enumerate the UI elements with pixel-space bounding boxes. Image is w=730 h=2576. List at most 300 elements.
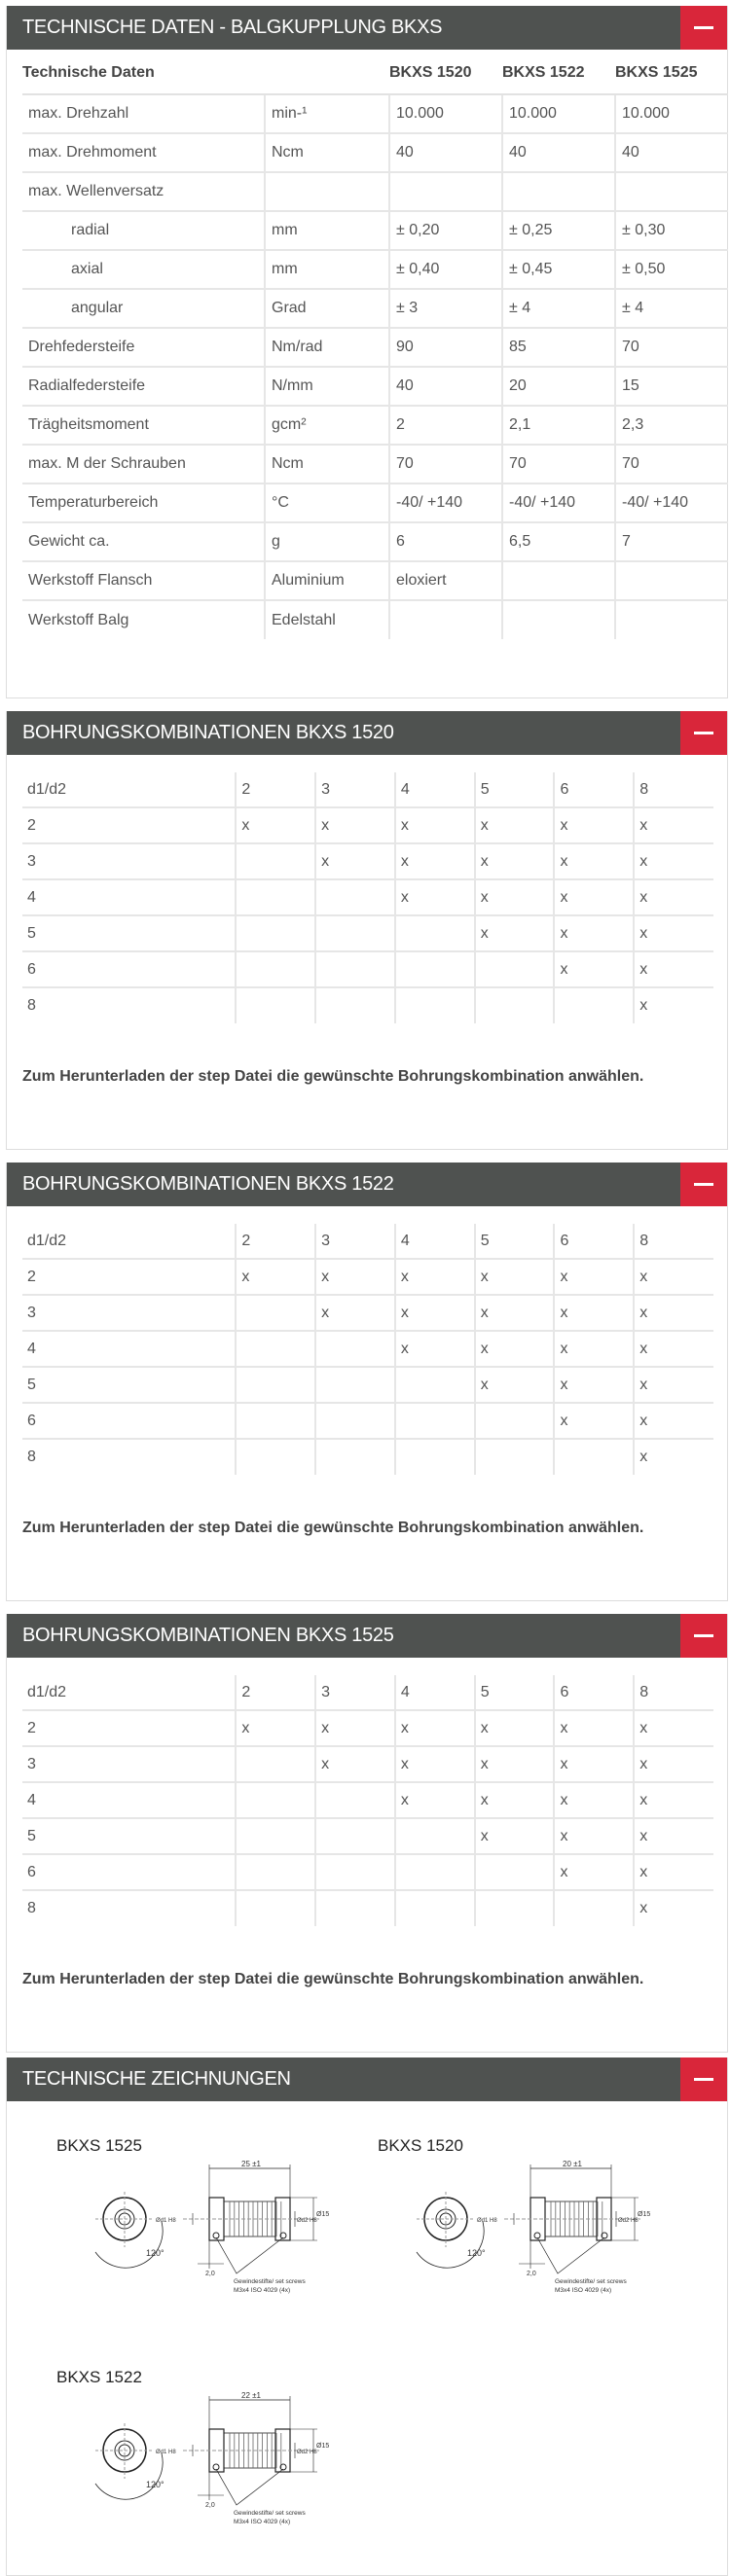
row-value: 6,5 xyxy=(502,522,615,561)
bore-cell[interactable]: x xyxy=(634,879,713,915)
row-label: 4 xyxy=(22,1782,236,1818)
screw-spec: M3x4 ISO 4029 (4x) xyxy=(234,2287,291,2294)
bore-cell xyxy=(395,1890,475,1926)
bore-cell[interactable]: x xyxy=(554,879,634,915)
column-header: 3 xyxy=(315,1675,395,1710)
bore-cell[interactable]: x xyxy=(554,1331,634,1367)
bore-cell[interactable]: x xyxy=(554,1403,634,1439)
table-row xyxy=(22,522,728,561)
bore-cell[interactable]: x xyxy=(475,1367,555,1403)
length-dimension: 22 ±1 xyxy=(241,2391,261,2400)
row-value xyxy=(502,561,615,600)
column-header: 8 xyxy=(634,772,713,807)
column-header xyxy=(265,64,389,94)
row-label: max. Drehzahl xyxy=(22,94,265,133)
row-label: axial xyxy=(22,250,265,289)
row-label: 6 xyxy=(22,1403,236,1439)
bore-cell xyxy=(236,987,315,1023)
row-label: 8 xyxy=(27,1900,36,1916)
row-value: 7 xyxy=(615,522,728,561)
column-header: 3 xyxy=(315,1224,395,1259)
bore-cell[interactable]: x xyxy=(634,1295,713,1331)
column-header: 5 xyxy=(475,1224,555,1259)
table-row xyxy=(22,1403,713,1439)
column-header: 8 xyxy=(634,1675,713,1710)
row-value: ± 0,20 xyxy=(389,211,502,250)
bore-cell xyxy=(315,915,395,951)
panel-header[interactable] xyxy=(7,2057,727,2101)
bore-cell[interactable]: x xyxy=(634,987,713,1023)
row-label: 2 xyxy=(22,807,236,843)
row-label: Radialfedersteife xyxy=(22,367,265,406)
d1-dimension: Ød1 H8 xyxy=(156,2450,176,2455)
bore-cell[interactable]: x xyxy=(554,915,634,951)
table-row xyxy=(22,367,728,406)
bore-cell[interactable]: x xyxy=(315,1746,395,1782)
bore-cell[interactable]: x xyxy=(554,807,634,843)
column-header: 6 xyxy=(554,772,634,807)
row-value xyxy=(389,600,502,639)
column-header: BKXS 1525 xyxy=(615,64,728,94)
row-value: 40 xyxy=(615,133,728,172)
column-header: Technische Daten xyxy=(22,64,265,94)
bore-cell xyxy=(315,1403,395,1439)
row-value: 40 xyxy=(502,133,615,172)
row-value: 40 xyxy=(389,367,502,406)
bore-cell xyxy=(236,1367,315,1403)
bore-cell[interactable]: x xyxy=(554,1295,634,1331)
bore-cell[interactable]: x xyxy=(634,1259,713,1295)
panel-title: TECHNISCHE ZEICHNUNGEN xyxy=(22,2068,291,2090)
row-label: max. Drehmoment xyxy=(22,133,265,172)
bore-cell[interactable]: x xyxy=(395,1259,475,1295)
row-value: 70 xyxy=(502,445,615,483)
row-unit: Edelstahl xyxy=(265,600,389,639)
row-value: 2,3 xyxy=(615,406,728,445)
bore-cell[interactable]: x xyxy=(395,1295,475,1331)
table-row xyxy=(22,807,713,843)
row-value xyxy=(502,600,615,639)
bore-cell[interactable]: x xyxy=(395,1782,475,1818)
bore-cell xyxy=(315,1890,395,1926)
bore-cell[interactable]: x xyxy=(634,1367,713,1403)
row-label: 5 xyxy=(22,1818,236,1854)
row-unit: Nm/rad xyxy=(265,328,389,367)
panel-header[interactable] xyxy=(7,711,727,755)
bore-cell xyxy=(236,1818,315,1854)
collapse-minus-icon[interactable] xyxy=(680,711,727,755)
column-header: 2 xyxy=(236,1675,315,1710)
angle-label: 120° xyxy=(467,2248,486,2258)
bore-cell[interactable]: x xyxy=(395,1710,475,1746)
bore-cell[interactable]: x xyxy=(395,843,475,879)
table-row xyxy=(22,1854,713,1890)
column-header: 6 xyxy=(554,1224,634,1259)
row-label: 6 xyxy=(22,1854,236,1890)
bore-cell[interactable]: x xyxy=(315,1295,395,1331)
table-row xyxy=(22,483,728,522)
bore-cell xyxy=(236,915,315,951)
row-value: 90 xyxy=(389,328,502,367)
table-row xyxy=(22,843,713,879)
row-value: ± 0,45 xyxy=(502,250,615,289)
bore-combination-table xyxy=(22,772,713,1023)
table-row xyxy=(22,289,728,328)
table-row xyxy=(22,561,728,600)
row-label: 6 xyxy=(22,951,236,987)
bore-cell xyxy=(236,1854,315,1890)
bore-cell[interactable]: x xyxy=(634,1710,713,1746)
row-value: ± 0,30 xyxy=(615,211,728,250)
row-value: -40/ +140 xyxy=(615,483,728,522)
outer-diameter: Ø15 xyxy=(316,2211,330,2218)
download-note: Zum Herunterladen der step Datei die gewünschte Bohrungskombination anwählen. xyxy=(22,1520,644,1536)
panel-title: TECHNISCHE DATEN - BALGKUPPLUNG BKXS xyxy=(22,17,443,38)
bore-cell[interactable]: x xyxy=(554,1710,634,1746)
bore-cell xyxy=(475,1854,555,1890)
table-row xyxy=(22,1710,713,1746)
bore-cell[interactable]: x xyxy=(475,1710,555,1746)
bore-cell xyxy=(554,1439,634,1475)
table-row xyxy=(22,94,728,133)
screw-spec: M3x4 ISO 4029 (4x) xyxy=(555,2287,612,2294)
table-row xyxy=(22,1746,713,1782)
table-row xyxy=(22,1782,713,1818)
bore-cell xyxy=(315,1854,395,1890)
bore-cell xyxy=(315,1818,395,1854)
row-value: 10.000 xyxy=(615,94,728,133)
outer-diameter: Ø15 xyxy=(316,2443,330,2450)
row-label: max. Wellenversatz xyxy=(22,172,265,211)
column-header: 8 xyxy=(634,1224,713,1259)
table-row xyxy=(22,211,728,250)
panel-title: BOHRUNGSKOMBINATIONEN BKXS 1525 xyxy=(22,1625,394,1646)
screw-spec: M3x4 ISO 4029 (4x) xyxy=(234,2519,291,2525)
bore-cell xyxy=(395,987,475,1023)
bore-cell xyxy=(395,1854,475,1890)
bore-cell xyxy=(395,1367,475,1403)
row-label: Drehfedersteife xyxy=(22,328,265,367)
table-row xyxy=(22,172,728,211)
bore-cell[interactable]: x xyxy=(554,1259,634,1295)
screw-label: Gewindestifte/ set screws xyxy=(234,2278,306,2285)
column-header: 2 xyxy=(236,1224,315,1259)
d1-dimension: Ød1 H8 xyxy=(156,2218,176,2224)
bore-cell[interactable]: x xyxy=(395,1746,475,1782)
row-label: max. M der Schrauben xyxy=(22,445,265,483)
panel-bohrungskombinationen xyxy=(6,1163,728,1601)
bore-cell xyxy=(315,951,395,987)
bore-cell xyxy=(395,915,475,951)
row-value: 6 xyxy=(389,522,502,561)
bore-cell[interactable]: x xyxy=(554,1854,634,1890)
row-value: 2,1 xyxy=(502,406,615,445)
bore-cell[interactable]: x xyxy=(475,1331,555,1367)
collapse-minus-icon[interactable] xyxy=(680,1614,727,1658)
table-row xyxy=(22,1295,713,1331)
bore-cell[interactable]: x xyxy=(554,1367,634,1403)
bore-combination-table xyxy=(22,1675,713,1926)
bore-cell[interactable]: x xyxy=(554,951,634,987)
collapse-minus-icon[interactable] xyxy=(680,6,727,50)
column-header: 4 xyxy=(395,1224,475,1259)
bore-cell xyxy=(236,843,315,879)
bore-cell xyxy=(236,1890,315,1926)
column-header: d1/d2 xyxy=(22,772,236,807)
bore-cell[interactable]: x xyxy=(236,1259,315,1295)
bore-cell[interactable]: x xyxy=(554,1746,634,1782)
row-unit: Grad xyxy=(265,289,389,328)
bore-cell xyxy=(315,1782,395,1818)
row-label: Trägheitsmoment xyxy=(22,406,265,445)
bore-cell xyxy=(554,987,634,1023)
column-header: 6 xyxy=(554,1675,634,1710)
bore-cell xyxy=(236,1331,315,1367)
bore-cell xyxy=(236,1295,315,1331)
bore-cell[interactable]: x xyxy=(634,1403,713,1439)
row-value: -40/ +140 xyxy=(389,483,502,522)
row-value: ± 4 xyxy=(502,289,615,328)
row-unit: Ncm xyxy=(265,445,389,483)
angle-label: 120° xyxy=(146,2248,164,2258)
length-dimension: 25 ±1 xyxy=(241,2160,261,2168)
bore-cell[interactable]: x xyxy=(634,807,713,843)
bore-cell[interactable]: x xyxy=(634,1854,713,1890)
row-label: 2 xyxy=(22,1710,236,1746)
row-unit: °C xyxy=(265,483,389,522)
column-header: 3 xyxy=(315,772,395,807)
d1-dimension: Ød1 H8 xyxy=(477,2218,497,2224)
bore-cell xyxy=(395,1403,475,1439)
drawing-title: BKXS 1522 xyxy=(56,2368,142,2386)
row-value: 10.000 xyxy=(502,94,615,133)
bore-cell[interactable]: x xyxy=(315,1710,395,1746)
row-value: -40/ +140 xyxy=(502,483,615,522)
row-label: 3 xyxy=(22,843,236,879)
bore-cell[interactable]: x xyxy=(475,915,555,951)
row-value: ± 3 xyxy=(389,289,502,328)
bore-cell[interactable]: x xyxy=(634,915,713,951)
bore-cell xyxy=(236,1403,315,1439)
table-header-row xyxy=(22,772,713,807)
bore-cell xyxy=(395,1439,475,1475)
table-row xyxy=(22,133,728,172)
row-label: Werkstoff Balg xyxy=(28,611,129,628)
drawing-title: BKXS 1525 xyxy=(56,2136,142,2155)
bore-cell[interactable]: x xyxy=(475,1295,555,1331)
table-row xyxy=(22,1367,713,1403)
column-header: 5 xyxy=(475,1675,555,1710)
bore-cell[interactable]: x xyxy=(554,1818,634,1854)
bore-cell[interactable]: x xyxy=(315,843,395,879)
bore-cell[interactable]: x xyxy=(236,807,315,843)
bore-cell xyxy=(395,951,475,987)
bore-cell xyxy=(315,1439,395,1475)
row-label: 4 xyxy=(22,879,236,915)
bore-cell xyxy=(554,1890,634,1926)
row-value: 2 xyxy=(389,406,502,445)
table-row xyxy=(22,1259,713,1295)
bore-cell[interactable]: x xyxy=(634,1439,713,1475)
panel-header[interactable] xyxy=(7,1614,727,1658)
panel-header[interactable] xyxy=(7,1163,727,1206)
row-value: 85 xyxy=(502,328,615,367)
table-header-row xyxy=(22,1224,713,1259)
column-header: d1/d2 xyxy=(22,1224,236,1259)
row-value xyxy=(389,172,502,211)
screw-label: Gewindestifte/ set screws xyxy=(555,2278,627,2285)
bore-cell xyxy=(236,951,315,987)
offset-dimension: 2,0 xyxy=(205,2271,215,2277)
bore-cell[interactable]: x xyxy=(395,879,475,915)
outer-diameter: Ø15 xyxy=(638,2211,651,2218)
bore-combination-table xyxy=(22,1224,713,1475)
column-header: 4 xyxy=(395,1675,475,1710)
bore-cell[interactable]: x xyxy=(634,1746,713,1782)
bore-cell[interactable]: x xyxy=(634,843,713,879)
row-value: ± 4 xyxy=(615,289,728,328)
row-value: ± 0,25 xyxy=(502,211,615,250)
row-value: 40 xyxy=(389,133,502,172)
row-value: ± 0,40 xyxy=(389,250,502,289)
table-row xyxy=(22,987,713,1023)
drawing-title: BKXS 1520 xyxy=(378,2136,463,2155)
row-value: 10.000 xyxy=(389,94,502,133)
bore-cell[interactable]: x xyxy=(634,1331,713,1367)
table-row xyxy=(22,1331,713,1367)
table-row xyxy=(22,915,713,951)
bore-cell[interactable]: x xyxy=(475,1818,555,1854)
row-label: 4 xyxy=(22,1331,236,1367)
panel-title: BOHRUNGSKOMBINATIONEN BKXS 1522 xyxy=(22,1173,394,1195)
row-value: ± 0,50 xyxy=(615,250,728,289)
row-label: Werkstoff Flansch xyxy=(22,561,265,600)
bore-cell[interactable]: x xyxy=(554,1782,634,1818)
offset-dimension: 2,0 xyxy=(205,2502,215,2509)
bore-cell xyxy=(236,1782,315,1818)
row-unit: gcm² xyxy=(265,406,389,445)
length-dimension: 20 ±1 xyxy=(563,2160,582,2168)
bore-cell[interactable]: x xyxy=(315,807,395,843)
table-row xyxy=(22,328,728,367)
coupling-drawing xyxy=(378,2160,689,2296)
d2-dimension: Ød2 H8 xyxy=(618,2218,639,2224)
row-unit: mm xyxy=(265,250,389,289)
row-label: 8 xyxy=(27,997,36,1014)
row-label: angular xyxy=(22,289,265,328)
coupling-drawing xyxy=(56,2391,368,2527)
bore-cell[interactable]: x xyxy=(634,1818,713,1854)
row-unit: Ncm xyxy=(265,133,389,172)
row-label: Temperaturbereich xyxy=(22,483,265,522)
tech-data-table xyxy=(22,64,728,639)
bore-cell xyxy=(475,987,555,1023)
collapse-minus-icon[interactable] xyxy=(680,2057,727,2101)
row-value: 20 xyxy=(502,367,615,406)
row-label: 5 xyxy=(22,1367,236,1403)
bore-cell[interactable]: x xyxy=(315,1259,395,1295)
download-note: Zum Herunterladen der step Datei die gewünschte Bohrungskombination anwählen. xyxy=(22,1068,644,1085)
table-row xyxy=(22,951,713,987)
bore-cell[interactable]: x xyxy=(395,1331,475,1367)
angle-label: 120° xyxy=(146,2480,164,2489)
panel-header[interactable] xyxy=(7,6,727,50)
row-unit: N/mm xyxy=(265,367,389,406)
row-label: 5 xyxy=(22,915,236,951)
bore-cell xyxy=(315,987,395,1023)
panel-bohrungskombinationen xyxy=(6,1614,728,2053)
column-header: BKXS 1522 xyxy=(502,64,615,94)
bore-cell[interactable]: x xyxy=(236,1710,315,1746)
panel-technische-daten xyxy=(6,6,728,698)
row-label: Gewicht ca. xyxy=(22,522,265,561)
bore-cell xyxy=(315,1367,395,1403)
table-row xyxy=(22,406,728,445)
bore-cell xyxy=(315,879,395,915)
table-row xyxy=(22,879,713,915)
bore-cell xyxy=(395,1818,475,1854)
screw-label: Gewindestifte/ set screws xyxy=(234,2510,306,2517)
bore-cell[interactable]: x xyxy=(475,879,555,915)
bore-cell[interactable]: x xyxy=(475,843,555,879)
row-value xyxy=(502,172,615,211)
row-unit: mm xyxy=(265,211,389,250)
bore-cell xyxy=(236,1439,315,1475)
table-row xyxy=(22,1890,713,1926)
bore-cell[interactable]: x xyxy=(634,1890,713,1926)
bore-cell[interactable]: x xyxy=(475,1746,555,1782)
row-value: 70 xyxy=(615,445,728,483)
row-unit: min-¹ xyxy=(265,94,389,133)
bore-cell xyxy=(315,1331,395,1367)
table-header-row xyxy=(22,1675,713,1710)
bore-cell xyxy=(475,1890,555,1926)
panel-bohrungskombinationen xyxy=(6,711,728,1150)
bore-cell[interactable]: x xyxy=(395,807,475,843)
table-header-row xyxy=(22,64,728,94)
table-row xyxy=(22,250,728,289)
row-label: 2 xyxy=(22,1259,236,1295)
bore-cell xyxy=(475,951,555,987)
row-label: 3 xyxy=(22,1746,236,1782)
row-label: radial xyxy=(22,211,265,250)
bore-cell xyxy=(475,1403,555,1439)
column-header: 4 xyxy=(395,772,475,807)
row-value xyxy=(615,561,728,600)
coupling-drawing xyxy=(56,2160,368,2296)
bore-cell[interactable]: x xyxy=(554,843,634,879)
row-value: eloxiert xyxy=(389,561,502,600)
row-value xyxy=(615,172,728,211)
bore-cell[interactable]: x xyxy=(475,1259,555,1295)
row-value: 70 xyxy=(615,328,728,367)
bore-cell[interactable]: x xyxy=(634,1782,713,1818)
bore-cell[interactable]: x xyxy=(475,807,555,843)
row-unit xyxy=(265,172,389,211)
column-header: 5 xyxy=(475,772,555,807)
bore-cell[interactable]: x xyxy=(634,951,713,987)
bore-cell xyxy=(236,879,315,915)
collapse-minus-icon[interactable] xyxy=(680,1163,727,1206)
table-row xyxy=(22,1818,713,1854)
row-value: 70 xyxy=(389,445,502,483)
bore-cell[interactable]: x xyxy=(475,1782,555,1818)
row-unit: Aluminium xyxy=(265,561,389,600)
column-header: BKXS 1520 xyxy=(389,64,502,94)
table-row xyxy=(22,1439,713,1475)
panel-title: BOHRUNGSKOMBINATIONEN BKXS 1520 xyxy=(22,722,394,743)
column-header: 2 xyxy=(236,772,315,807)
